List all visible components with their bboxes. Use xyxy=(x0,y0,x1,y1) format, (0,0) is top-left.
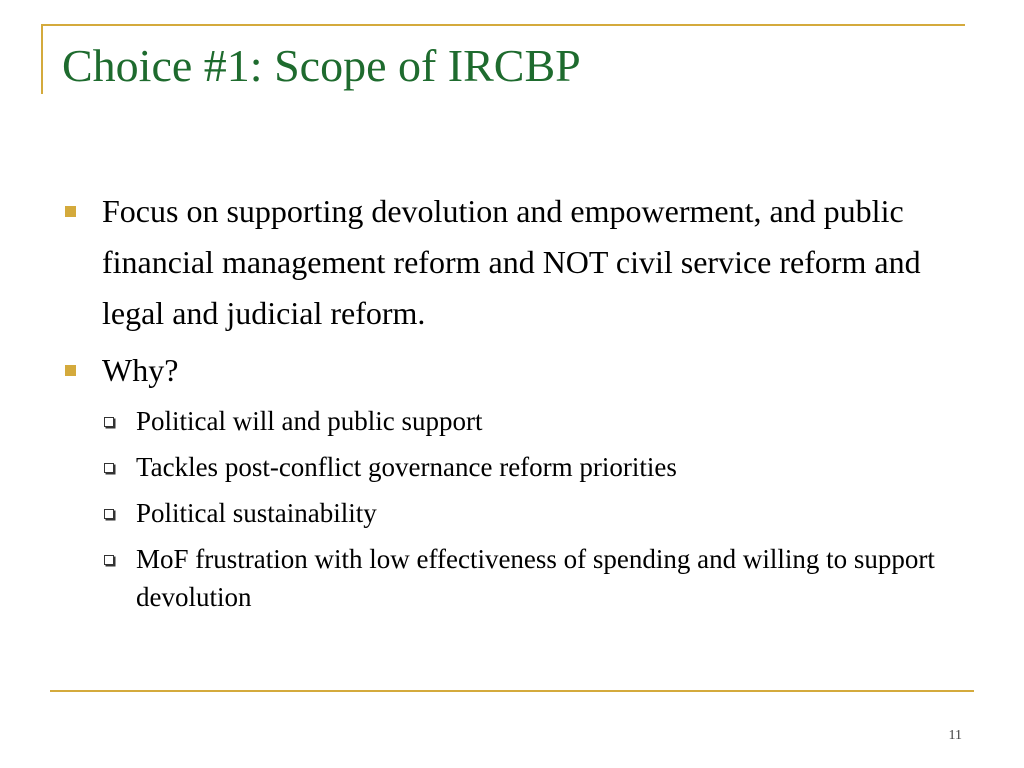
hollow-square-bullet-icon xyxy=(104,555,114,565)
square-bullet-icon xyxy=(65,206,76,217)
bullet-text: Why? xyxy=(102,352,179,388)
sub-bullet-item xyxy=(62,448,982,486)
hollow-square-bullet-icon xyxy=(104,417,114,427)
slide-title: Choice #1: Scope of IRCBP xyxy=(62,40,581,91)
left-title-accent xyxy=(41,24,43,94)
sub-bullet-item xyxy=(62,494,982,532)
slide-body xyxy=(62,186,982,624)
sub-bullet-item xyxy=(62,402,982,440)
bullet-text: Focus on supporting devolution and empowerment, and public financial management reform and NOT civil service reform and legal and judicial reform. xyxy=(102,193,921,331)
sub-bullet-text: Tackles post-conflict governance reform priorities xyxy=(136,452,677,482)
sub-bullet-text: Political sustainability xyxy=(136,498,377,528)
top-divider xyxy=(41,24,965,26)
bottom-divider xyxy=(50,690,974,692)
sub-bullet-item xyxy=(62,540,982,616)
sub-bullet-text: Political will and public support xyxy=(136,406,483,436)
slide-number: 11 xyxy=(948,728,962,743)
hollow-square-bullet-icon xyxy=(104,463,114,473)
sub-bullet-text: MoF frustration with low effectiveness of spending and willing to support devolution xyxy=(136,544,935,612)
bullet-item xyxy=(62,345,982,396)
bullet-item xyxy=(62,186,982,339)
hollow-square-bullet-icon xyxy=(104,509,114,519)
square-bullet-icon xyxy=(65,365,76,376)
